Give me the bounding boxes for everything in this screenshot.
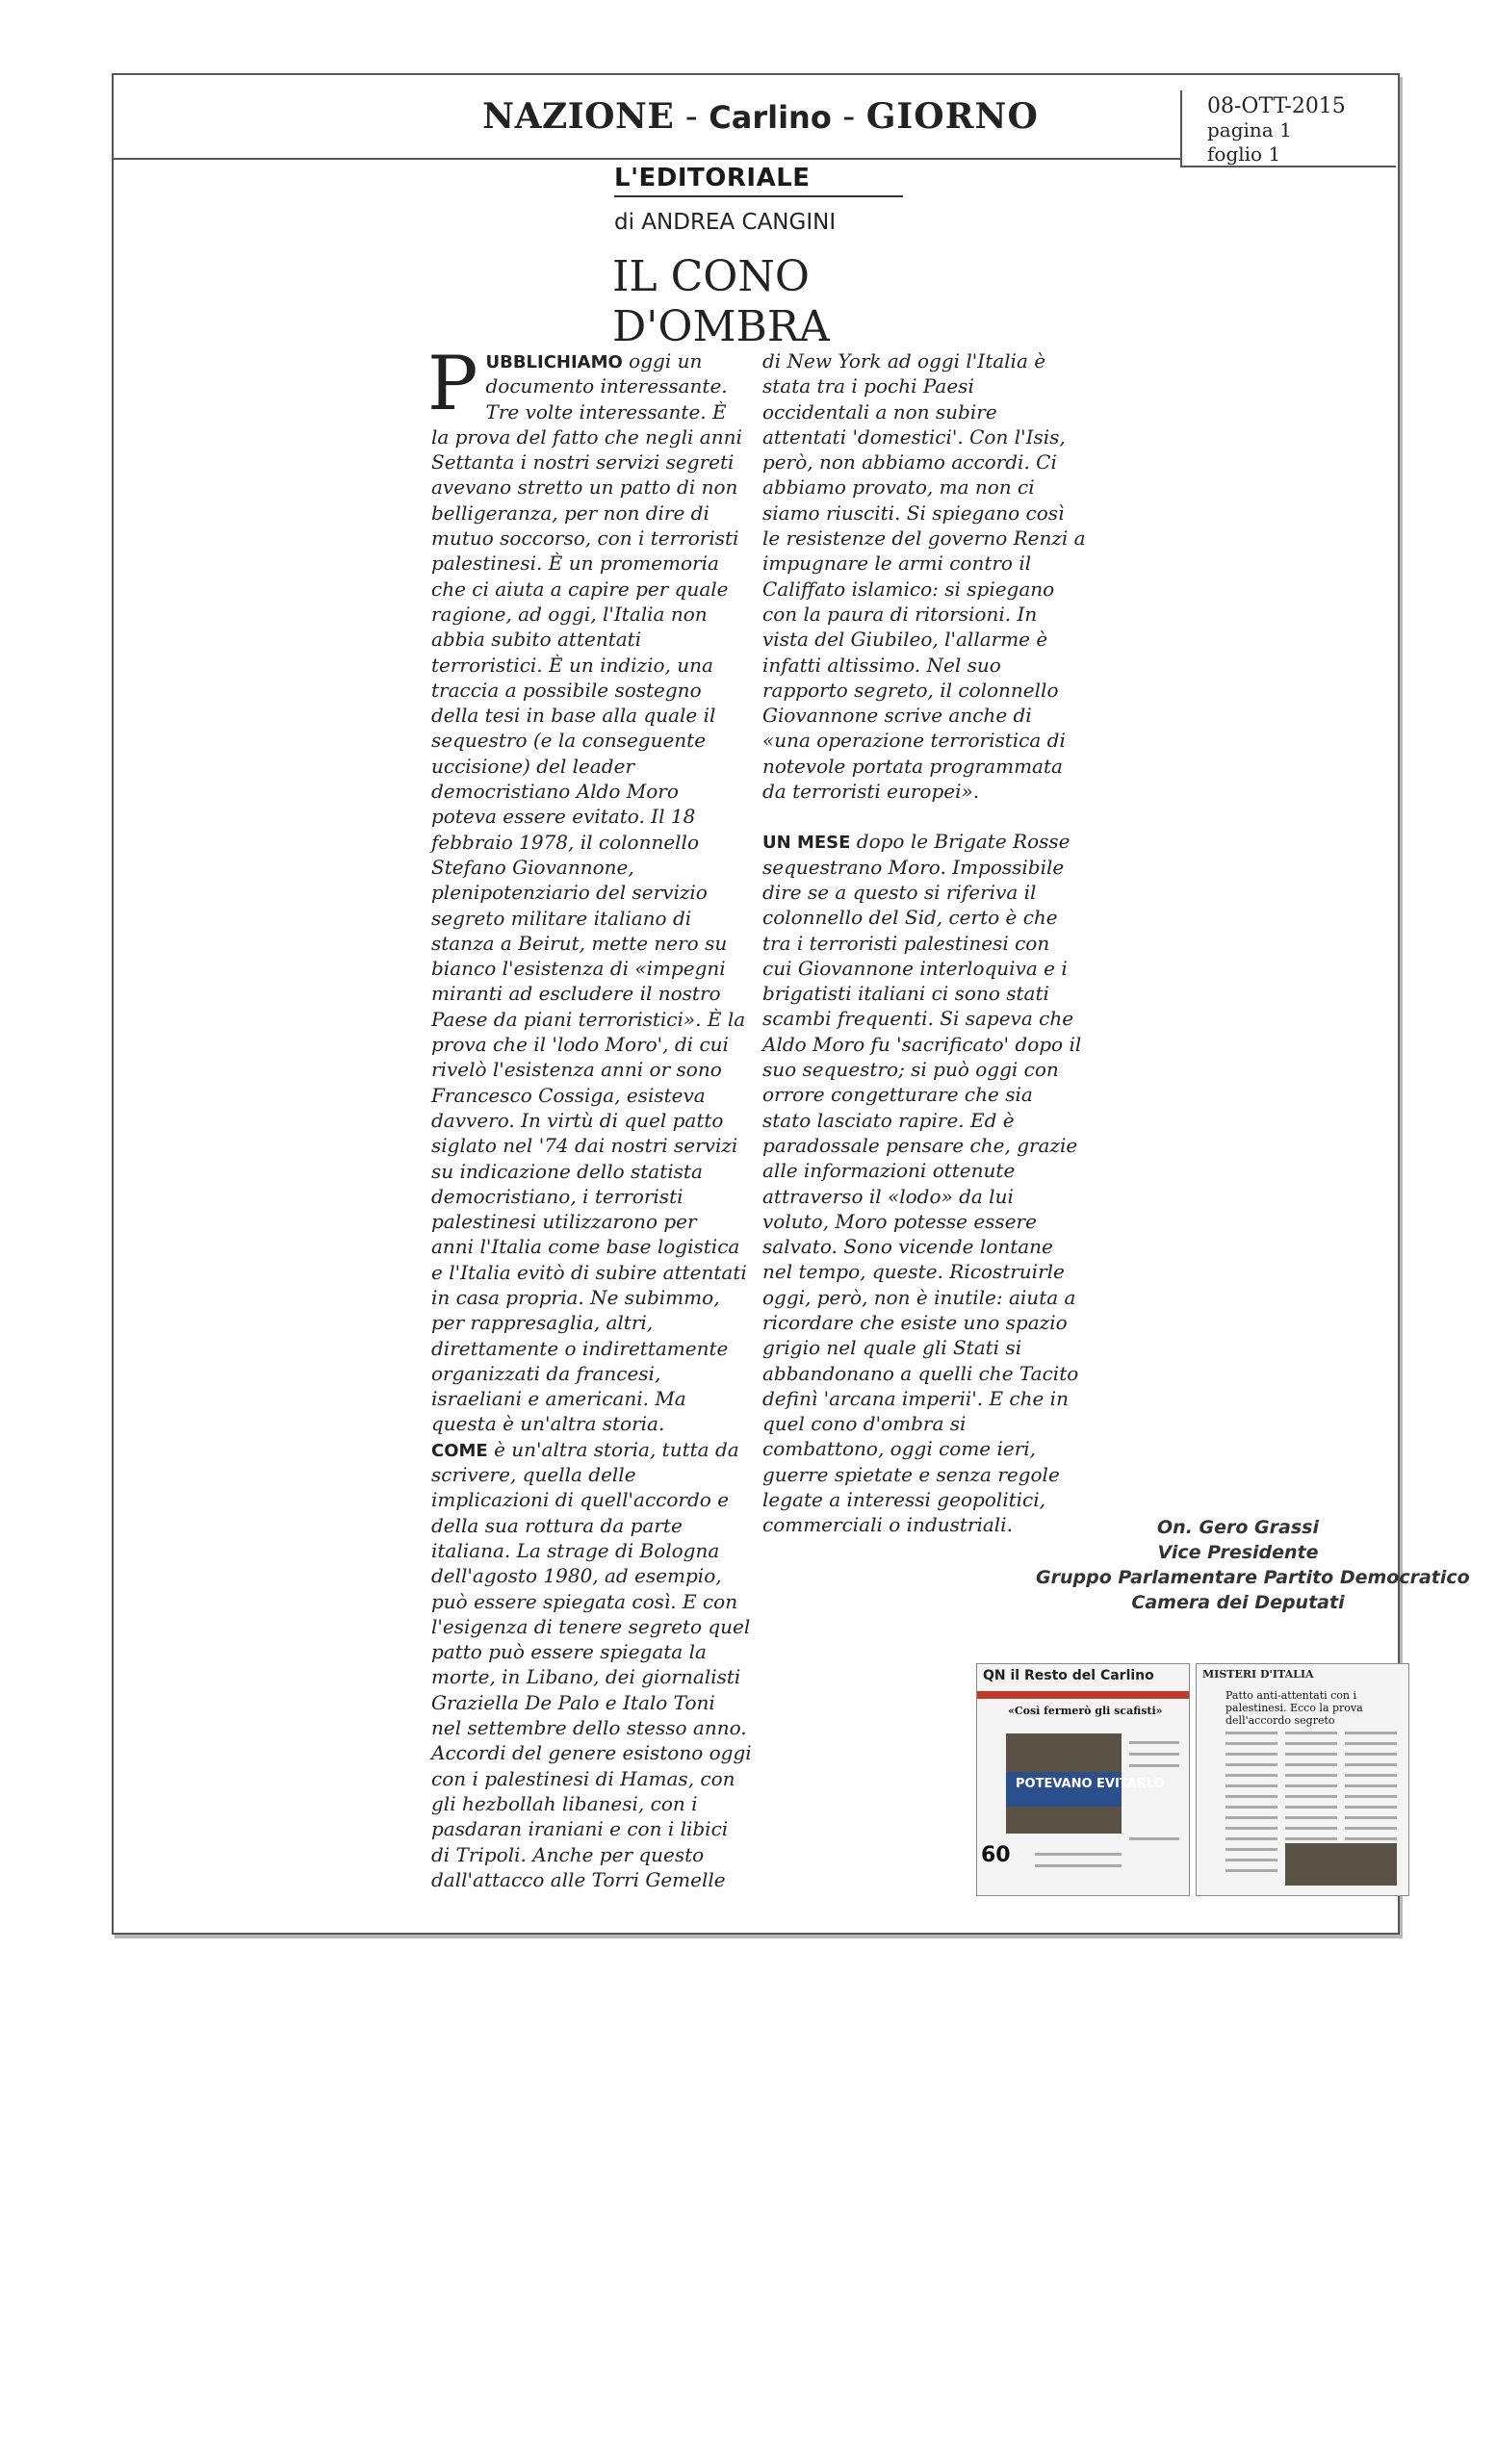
thumbnail-text-line [1285,1816,1337,1819]
article-text-line: avevano stretto un patto di non [431,475,738,500]
article-text-line: della tesi in base alla quale il [431,704,716,728]
clipping-frame [112,73,1400,1935]
thumbnail-text-line [1345,1816,1397,1819]
thumbnail-text-line [1225,1869,1277,1872]
article-text-line: alle informazioni ottenute [762,1159,1016,1183]
headline-line: D'OMBRA [612,302,830,351]
thumbnail-text-line [1035,1853,1122,1856]
article-text-line: poteva essere evitato. Il 18 [431,805,696,829]
article-text-line: stata tra i pochi Paesi [762,374,974,398]
article-text-line: dell'agosto 1980, ad esempio, [431,1564,722,1588]
thumbnail-text-line [1285,1763,1337,1766]
article-text-line: patto può essere spiegata la [431,1640,707,1664]
article-text-line: salvato. Sono vicende lontane [762,1235,1053,1259]
thumbnail-text-line [1129,1741,1179,1744]
article-text-line: l'esigenza di tenere segreto quel [431,1614,751,1638]
headline-line: IL CONO [612,252,810,301]
article-text-line: miranti ad escludere il nostro [431,982,721,1006]
thumbnail-text-line [1285,1827,1337,1830]
article-text-line: prova che il 'lodo Moro', di cui [431,1033,729,1057]
signature-name: On. Gero Grassi [1157,1517,1319,1538]
article-text-line: siglato nel '74 dai nostri servizi [431,1134,738,1158]
article-text-line: davvero. In virtù di quel patto [431,1108,724,1132]
thumbnail-text-line [1345,1742,1397,1745]
thumbnail-feature-title: POTEVANO EVITARLO [1016,1777,1165,1791]
article-text-line: Stefano Giovannone, [431,855,634,879]
thumbnail-masthead: QN il Resto del Carlino [983,1668,1154,1683]
article-text-line: scambi frequenti. Si sapeva che [762,1007,1074,1031]
article-text-line: morte, in Libano, dei giornalisti [431,1665,741,1689]
article-text-line: israeliani e americani. Ma [431,1387,686,1411]
signature-chamber: Camera dei Deputati [1131,1592,1345,1613]
article-text-line: democristiano, i terroristi [431,1184,684,1208]
thumbnail-text-line [1225,1827,1277,1830]
article-byline: di ANDREA CANGINI [614,210,837,235]
article-headline [612,252,997,352]
article-text-line: notevole portata programmata [762,754,1063,778]
article-text-line: occidentali a non subire [762,399,997,424]
article-text-line: su indicazione dello statista [431,1159,703,1183]
front-page-thumbnail [976,1663,1190,1896]
article-text-line: che ci aiuta a capire per quale [431,577,729,601]
thumbnail-text-line [1345,1795,1397,1798]
signature-group: Gruppo Parlamentare Partito Democratico [1036,1567,1470,1588]
thumbnail-text-line [1345,1774,1397,1777]
article-text-line: Giovannone scrive anche di [762,704,1032,728]
article-text-line: nel settembre dello stesso anno. [431,1716,747,1740]
thumbnail-text-line [1345,1827,1397,1830]
thumbnail-text-line [1225,1732,1277,1734]
article-text-line: rapporto segreto, il colonnello [762,678,1059,702]
article-text-line: Settanta i nostri servizi segreti [431,450,735,475]
article-text-line: segreto militare italiano di [431,906,692,930]
article-text-line: però, non abbiamo accordi. Ci [762,450,1057,475]
article-text-line: colonnello del Sid, certo è che [762,906,1058,930]
article-text-line: rivelò l'esistenza anni or sono [431,1058,722,1082]
article-text-line: attentati 'domestici'. Con l'Isis, [762,424,1066,449]
thumbnail-text-line [1035,1864,1122,1867]
thumbnail-red-band [977,1691,1189,1699]
masthead-separator: - [831,97,866,137]
article-text-line: siamo riusciti. Si spiegano così [762,500,1065,525]
article-text-line: ricordare che esiste uno spazio [762,1310,1068,1334]
article-text-line: Francesco Cossiga, esisteva [431,1083,706,1107]
thumbnail-text-line [1225,1859,1277,1861]
signature-block [1036,1515,1470,1615]
article-text-line: scrivere, quella delle [431,1463,636,1487]
subhead-line [431,1437,739,1462]
article-text-line: commerciali o industriali. [762,1513,1013,1537]
article-text-line: bianco l'esistenza di «impegni [431,957,726,981]
article-text-line: di Tripoli. Anche per questo [431,1842,705,1866]
article-kicker: L'EDITORIALE [614,164,903,197]
clipping-date: 08-OTT-2015 [1207,94,1346,118]
article-text-line: brigatisti italiani ci sono stati [762,982,1049,1006]
article-text-line: oggi, però, non è inutile: aiuta a [762,1285,1076,1309]
article-text-line: di New York ad oggi l'Italia è [762,349,1046,372]
thumbnail-text-line [1225,1784,1277,1787]
article-text-line: anni l'Italia come base logistica [431,1235,740,1259]
thumbnail-text-line [1129,1837,1179,1840]
article-text-line: stato lasciato rapire. Ed è [762,1108,1015,1132]
article-text-line: stanza a Beirut, mette nero su [431,931,728,955]
thumbnail-text-line [1285,1774,1337,1777]
article-text-line: in casa propria. Ne subimmo, [431,1285,720,1309]
article-text-line: democristiano Aldo Moro [431,780,679,804]
clipping-info-box [1180,90,1396,167]
thumbnail-inside-headline: Patto anti-attentati con i palestinesi. Ecco la prova dell'accordo segreto [1225,1689,1363,1727]
article-text-line: della sua rottura da parte [431,1513,683,1537]
thumbnail-photo [1285,1843,1397,1886]
masthead-giorno: GIORNO [865,96,1039,137]
subhead-line-text: dopo le Brigate Rosse [850,830,1070,854]
thumbnail-text-line [1285,1742,1337,1745]
article-text-line: Paese da piani terroristici». È la [431,1007,746,1031]
thumbnail-text-line [1345,1763,1397,1766]
article-text-line: e l'Italia evitò di subire attentati [431,1260,747,1284]
article-text-line: ragione, ad oggi, l'Italia non [431,602,708,626]
masthead-nazione: NAZIONE [482,96,675,137]
article-text-line: pasdaran iraniani e con i libici [431,1817,729,1841]
thumbnail-text-line [1225,1774,1277,1777]
article-text-line: abbandonano a quelli che Tacito [762,1361,1079,1385]
thumbnail-text-line [1345,1837,1397,1840]
article-text-line: questa è un'altra storia. [431,1412,665,1436]
article-text-line: dire se a questo si riferiva il [762,880,1037,904]
subhead-line-word: COME [431,1440,488,1461]
article-text-line: tra i terroristi palestinesi con [762,931,1050,955]
article-text-line: Accordi del genere esistono oggi [431,1741,752,1765]
drop-cap: P [427,341,478,427]
article-text-line: Graziella De Palo e Italo Toni [431,1690,715,1714]
article-text-line: impugnare le armi contro il [762,552,1032,576]
article-text-line: la prova del fatto che negli anni [431,424,742,449]
article-text-line: quel cono d'ombra si [762,1412,967,1436]
subhead-line [762,829,1080,854]
article-text-line: con la paura di ritorsioni. In [762,602,1038,626]
thumbnail-text-line [1345,1732,1397,1734]
article-text-line: febbraio 1978, il colonnello [431,830,699,854]
thumbnail-section: MISTERI D'ITALIA [1202,1668,1314,1681]
article-text-line: palestinesi utilizzarono per [431,1210,697,1234]
article-text-line: con i palestinesi di Hamas, con [431,1766,735,1790]
article-text-line: implicazioni di quell'accordo e [431,1488,730,1512]
thumbnail-text-line [1225,1753,1277,1756]
article-column-1 [427,341,752,1892]
article-text-line: attraverso il «lodo» da lui [762,1184,1014,1208]
article-text-line: italiana. La strage di Bologna [431,1538,720,1562]
article-text-line: organizzati da francesi, [431,1361,661,1385]
thumbnail-headline: «Così fermerò gli scafisti» [1008,1705,1163,1717]
article-text-line: guerre spietate e senza regole [762,1462,1060,1486]
masthead-separator: - [674,97,709,137]
article-text-line: paradossale pensare che, grazie [762,1133,1078,1157]
article-text-line: legate a interessi geopolitici, [762,1488,1046,1512]
thumbnail-text-line [1129,1764,1179,1767]
thumbnail-text-line [1225,1848,1277,1851]
newspaper-masthead [366,96,1155,137]
article-text-line: sequestrano Moro. Impossibile [762,855,1065,879]
clipping-page: pagina 1 [1207,118,1292,141]
thumbnail-text-line [1285,1753,1337,1756]
article-text-line: infatti altissimo. Nel suo [762,653,1001,677]
article-text-line: documento interessante. [485,374,728,398]
article-text-line: Califfato islamico: si spiegano [762,577,1055,601]
inside-page-thumbnail [1196,1663,1409,1896]
thumbnail-price-badge: 60 [981,1843,1011,1867]
article-text-line: uccisione) del leader [431,754,635,778]
thumbnail-text-line [1285,1732,1337,1734]
thumbnail-text-line [1225,1795,1277,1798]
article-text-line: definì 'arcana imperii'. E che in [762,1386,1069,1410]
article-text-line: plenipotenziario del servizio [431,881,708,905]
article-text-line: terroristici. È un indizio, una [431,653,713,677]
thumbnail-text-line [1345,1784,1397,1787]
article-text-line: gli hezbollah libanesi, con i [431,1791,698,1815]
thumbnail-text-line [1225,1837,1277,1840]
article-text-line: le resistenze del governo Renzi a [762,526,1086,551]
clipping-sheet: foglio 1 [1207,142,1281,166]
thumbnail-text-line [1129,1753,1179,1756]
article-text-line: cui Giovannone interloquiva e i [762,956,1068,980]
lead-line-text: oggi un [622,349,703,372]
article-text-line: mutuo soccorso, con i terroristi [431,526,739,551]
thumbnail-text-line [1225,1816,1277,1819]
subhead-line-word: UN MESE [762,833,851,854]
thumbnail-text-line [1285,1806,1337,1809]
article-text-line: abbiamo provato, ma non ci [762,475,1035,500]
thumbnail-text-line [1285,1784,1337,1787]
article-text-line: grigio nel quale gli Stati si [762,1336,1022,1360]
article-text-line: sequestro (e la conseguente [431,729,707,753]
paragraph-gap [762,804,1080,829]
article-text-line: per rappresaglia, altri, [431,1311,654,1335]
article-text-line: direttamente o indirettamente [431,1336,729,1360]
article-text-line: vista del Giubileo, l'allarme è [762,628,1048,652]
article-text-line: può essere spiegata così. E con [431,1589,738,1613]
masthead-carlino: Carlino [709,99,832,136]
lead-line-word: UBBLICHIAMO [485,352,623,372]
article-text-line: orrore congetturare che sia [762,1083,1033,1107]
article-text-line: voluto, Moro potesse essere [762,1209,1037,1233]
article-text-line: da terroristi europei». [762,780,980,804]
header-divider [112,158,1180,160]
article-text-line: suo sequestro; si può oggi con [762,1058,1059,1082]
article-text-line: nel tempo, queste. Ricostruirle [762,1260,1065,1284]
article-text-line: abbia subito attentati [431,628,642,652]
thumbnail-text-line [1285,1795,1337,1798]
thumbnail-text-line [1225,1742,1277,1745]
thumbnail-text-line [1285,1837,1337,1840]
thumbnail-text-line [1345,1806,1397,1809]
thumbnail-text-line [1225,1806,1277,1809]
thumbnail-text-line [1225,1763,1277,1766]
article-text-line: palestinesi. È un promemoria [431,552,719,576]
article-text-line: dall'attacco alle Torri Gemelle [431,1867,726,1891]
article-text-line: traccia a possibile sostegno [431,678,702,702]
article-text-line: Aldo Moro fu 'sacrificato' dopo il [762,1032,1082,1056]
article-text-line: «una operazione terroristica di [762,729,1066,753]
article-text-line: Tre volte interessante. È [485,399,727,424]
thumbnail-text-line [1345,1753,1397,1756]
article-column-2 [762,348,1086,1538]
article-text-line: belligeranza, per non dire di [431,500,709,525]
article-text-line: combattono, oggi come ieri, [762,1437,1037,1461]
subhead-line-text: è un'altra storia, tutta da [487,1437,739,1461]
signature-role: Vice Presidente [1157,1542,1319,1563]
